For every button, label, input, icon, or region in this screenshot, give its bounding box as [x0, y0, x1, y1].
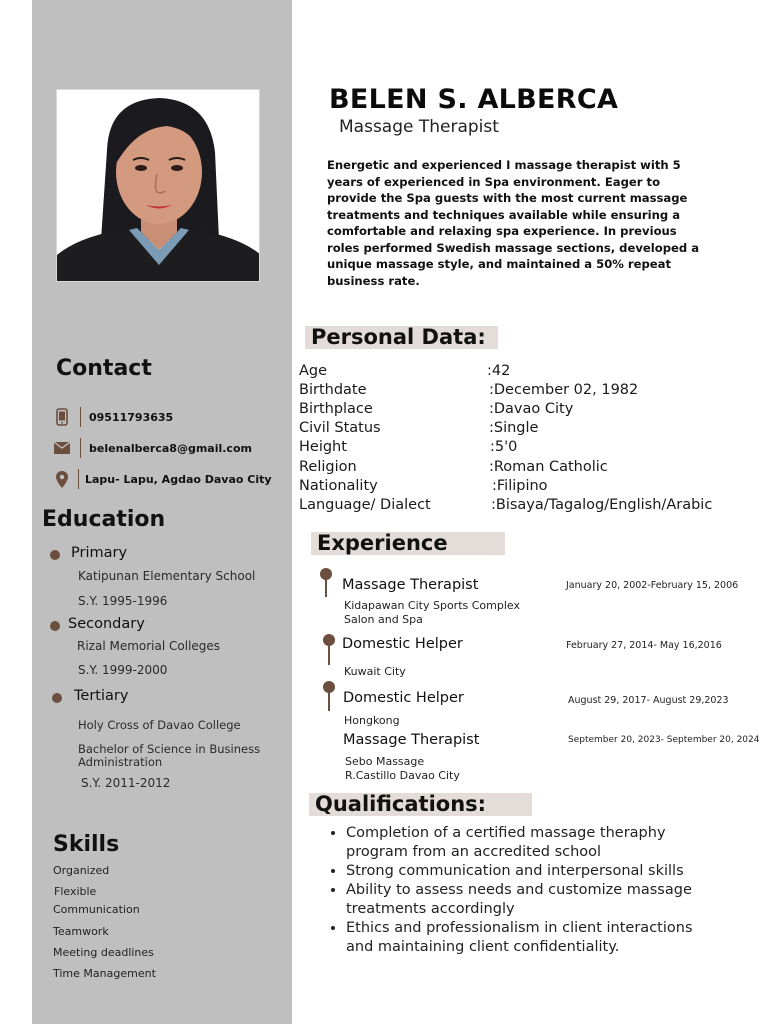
- education-primary-label: Primary: [71, 545, 128, 561]
- job-date-3: August 29, 2017- August 29,2023: [568, 695, 729, 706]
- job-date-4: September 20, 2023- September 20, 2024: [568, 735, 760, 745]
- education-tertiary-label: Tertiary: [74, 688, 129, 704]
- personal-value: :Single: [489, 420, 539, 436]
- personal-data-heading: [305, 326, 498, 349]
- profile-photo: [56, 89, 260, 282]
- job-date-2: February 27, 2014- May 16,2016: [566, 640, 722, 651]
- job-place-4: Sebo Massage: [345, 755, 425, 768]
- phone-number: 09511793635: [89, 410, 174, 424]
- skill-item: Teamwork: [53, 925, 109, 938]
- qualification-item: [346, 919, 730, 957]
- qualification-line: Ability to assess needs and customize massage: [346, 882, 692, 898]
- personal-label: Birthdate: [299, 382, 367, 398]
- skills-heading: Skills: [53, 832, 120, 857]
- job-place-2: Kuwait City: [344, 665, 406, 678]
- personal-value: :Filipino: [492, 478, 548, 494]
- education-primary-school: Katipunan Elementary School: [78, 569, 256, 583]
- contact-divider: [80, 407, 81, 427]
- skill-item: Organized: [53, 864, 110, 877]
- personal-label: Civil Status: [299, 420, 381, 436]
- job-place-3: Hongkong: [344, 714, 400, 727]
- job-place-4b: R.Castillo Davao City: [345, 769, 460, 782]
- full-name: BELEN S. ALBERCA: [329, 84, 619, 115]
- skill-item: Time Management: [53, 967, 156, 980]
- skill-item: Communication: [53, 903, 140, 916]
- personal-value: :Davao City: [489, 401, 574, 417]
- qualifications-list: [330, 824, 730, 957]
- timeline-stem: [325, 578, 327, 597]
- bullet-dot: [50, 621, 60, 631]
- personal-value: :December 02, 1982: [489, 382, 639, 398]
- job-title-1: Massage Therapist: [342, 577, 479, 593]
- contact-phone: [52, 406, 173, 428]
- job-title: Massage Therapist: [339, 117, 499, 137]
- mail-icon: [52, 438, 72, 458]
- education-secondary-school: Rizal Memorial Colleges: [77, 639, 221, 653]
- timeline-stem: [328, 644, 330, 665]
- education-tertiary-school: Holy Cross of Davao College: [78, 718, 241, 732]
- email-address: belenalberca8@gmail.com: [89, 441, 252, 455]
- profile-photo-image: [57, 90, 260, 282]
- profile-summary: Energetic and experienced I massage therapist with 5 years of experienced in Spa environment. Eager to provide the Spa guests with the most current massage treatments and techniques available while ensuring a comfortable and relaxing spa experience. In previous roles performed Swedish massage sections, developed a unique massage style, and maintained a 50% repeat business rate.: [327, 158, 700, 288]
- qualification-line: Strong communication and interpersonal skills: [346, 863, 684, 879]
- qualification-line: treatments accordingly: [346, 901, 515, 917]
- experience-heading: [311, 532, 505, 555]
- experience-heading-text: Experience: [317, 531, 448, 555]
- personal-label: Birthplace: [299, 401, 373, 417]
- contact-address: [52, 468, 272, 490]
- education-secondary-label: Secondary: [68, 616, 145, 632]
- personal-value: :5'0: [490, 439, 518, 455]
- qualification-line: Ethics and professionalism in client interactions: [346, 920, 693, 936]
- personal-label: Age: [299, 363, 328, 379]
- personal-value: :Bisaya/Tagalog/English/Arabic: [491, 497, 713, 513]
- education-tertiary-course: Bachelor of Science in Business: [78, 742, 261, 756]
- contact-heading: Contact: [56, 356, 152, 381]
- personal-value: :Roman Catholic: [489, 459, 608, 475]
- timeline-stem: [328, 691, 330, 711]
- education-tertiary-course: Administration: [78, 755, 163, 769]
- qualification-line: and maintaining client confidentiality.: [346, 939, 620, 955]
- contact-divider: [78, 469, 79, 489]
- personal-label: Language/ Dialect: [299, 497, 431, 513]
- personal-label: Nationality: [299, 478, 378, 494]
- job-date-1: January 20, 2002-February 15, 2006: [566, 580, 739, 591]
- job-place-1: Kidapawan City Sports Complex: [344, 599, 520, 612]
- qualification-item: [346, 824, 730, 862]
- qualification-line: Completion of a certified massage theraphy: [346, 825, 666, 841]
- job-title-3: Domestic Helper: [343, 690, 464, 706]
- phone-icon: [52, 407, 72, 427]
- qualification-line: program from an accredited school: [346, 844, 602, 860]
- skill-item: Flexible: [54, 885, 97, 898]
- contact-email: [52, 437, 252, 459]
- job-title-4: Massage Therapist: [343, 732, 480, 748]
- personal-data-heading-text: Personal Data:: [311, 325, 486, 349]
- personal-label: Religion: [299, 459, 357, 475]
- bullet-dot: [52, 693, 62, 703]
- bullet-dot: [50, 550, 60, 560]
- qualification-item: [346, 862, 730, 881]
- education-tertiary-sy: S.Y. 2011-2012: [81, 776, 171, 790]
- contact-divider: [80, 438, 81, 458]
- address: Lapu- Lapu, Agdao Davao City: [85, 472, 272, 486]
- job-title-2: Domestic Helper: [342, 636, 463, 652]
- qualification-item: [346, 881, 730, 919]
- qualifications-heading: [309, 793, 532, 816]
- personal-value: :42: [487, 363, 511, 379]
- education-secondary-sy: S.Y. 1999-2000: [78, 663, 168, 677]
- job-place-1b: Salon and Spa: [344, 613, 423, 626]
- personal-label: Height: [299, 439, 347, 455]
- location-pin-icon: [52, 469, 72, 489]
- education-heading: Education: [42, 507, 166, 532]
- skill-item: Meeting deadlines: [53, 946, 154, 959]
- qualifications-heading-text: Qualifications:: [315, 792, 487, 816]
- education-primary-sy: S.Y. 1995-1996: [78, 594, 168, 608]
